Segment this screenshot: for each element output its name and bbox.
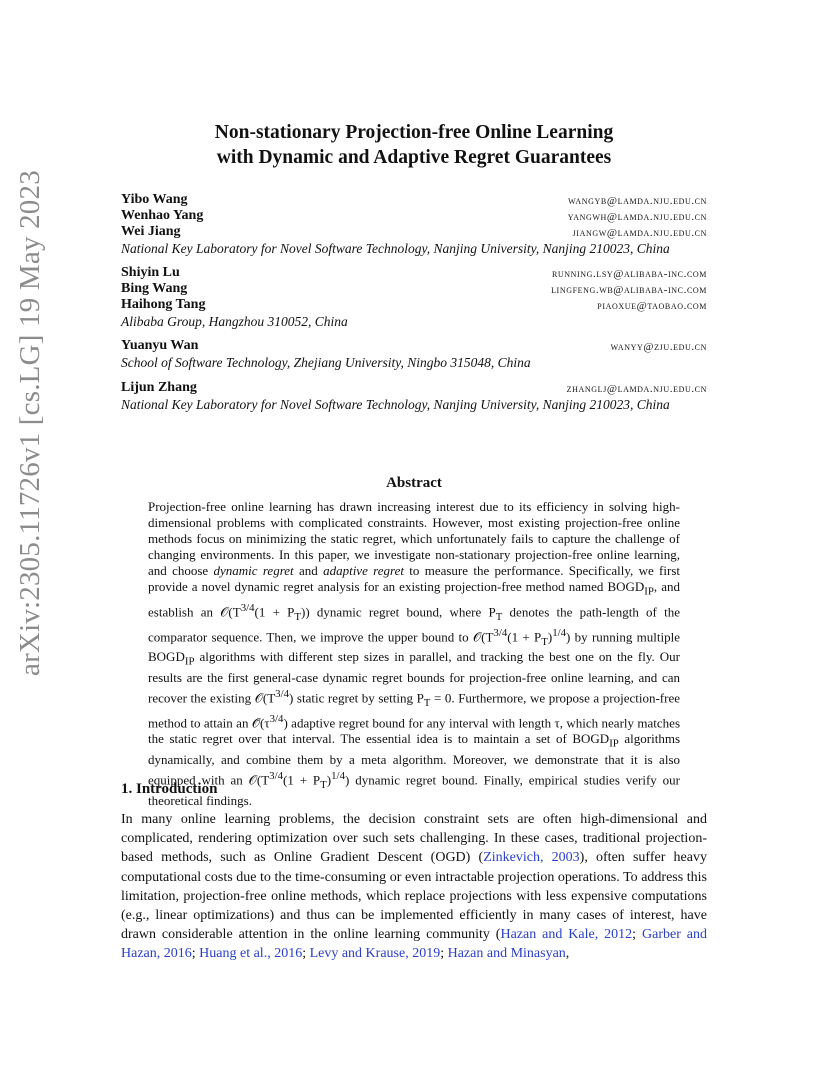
citation-link[interactable]: Levy and Krause, 2019 bbox=[309, 946, 441, 962]
author-name: Wei Jiang bbox=[121, 224, 181, 239]
abstract-body bbox=[148, 499, 680, 809]
author-name: Bing Wang bbox=[121, 281, 188, 296]
title-line-1: Non-stationary Projection-free Online Learning bbox=[214, 122, 614, 143]
author-email: lingfeng.wb@alibaba-inc.com bbox=[551, 284, 707, 296]
affiliation: School of Software Technology, Zhejiang University, Ningbo 315048, China bbox=[121, 355, 531, 370]
author-row bbox=[121, 208, 707, 224]
arxiv-stamp: arXiv:2305.11726v1 [cs.LG] 19 May 2023 bbox=[14, 170, 46, 676]
author-name: Haihong Tang bbox=[121, 297, 206, 312]
citation-link[interactable]: Zinkevich, 2003 bbox=[483, 850, 580, 866]
author-row bbox=[121, 265, 707, 281]
citation-link[interactable]: Huang et al., 2016 bbox=[199, 946, 303, 962]
title-line-2: with Dynamic and Adaptive Regret Guarantees bbox=[216, 147, 612, 168]
citation-link[interactable]: Garber and Hazan, 2016 bbox=[121, 927, 708, 962]
author-row bbox=[121, 224, 707, 240]
affiliation: Alibaba Group, Hangzhou 310052, China bbox=[121, 314, 348, 329]
author-email: zhanglj@lamda.nju.edu.cn bbox=[566, 383, 707, 395]
section-heading: 1. Introduction bbox=[121, 781, 218, 797]
author-name: Yibo Wang bbox=[121, 192, 188, 207]
author-email: yangwh@lamda.nju.edu.cn bbox=[567, 211, 707, 223]
affiliation: National Key Laboratory for Novel Software Technology, Nanjing University, Nanjing 210023, China bbox=[121, 397, 670, 412]
author-name: Yuanyu Wan bbox=[121, 338, 199, 353]
intro-body bbox=[121, 810, 707, 964]
author-email: jiangw@lamda.nju.edu.cn bbox=[572, 227, 707, 239]
citation-link[interactable]: Hazan and Minasyan bbox=[447, 946, 566, 962]
abstract-heading: Abstract bbox=[386, 475, 442, 491]
author-email: running.lsy@alibaba-inc.com bbox=[551, 268, 707, 280]
paper-title bbox=[0, 120, 828, 170]
author-name: Lijun Zhang bbox=[121, 380, 197, 395]
author-row bbox=[121, 297, 707, 313]
author-email: wangyb@lamda.nju.edu.cn bbox=[568, 195, 707, 207]
author-name: Wenhao Yang bbox=[121, 208, 204, 223]
author-email: wanyy@zju.edu.cn bbox=[610, 341, 707, 353]
abstract-paragraph: Projection-free online learning has drawn increasing interest due to its efficiency in solving high-dimensional problems with complicated constraints. However, most existing projection-free online methods focus on minimizing the static regret, which unfortunately fails to capture the challenge of changing environments. In this paper, we investigate non-stationary projection-free online learning, and choose dynamic regret and adaptive regret to measure the performance. Specifically, we first provide a novel dynamic regret analysis for an existing projection-free method named $BOGD_{IP}$, and establish an $𝒪(T^{3/4}(1 + P_T))$ dynamic regret bound, where $P_T$ denotes the path-length of the comparator sequence. Then, we improve the upper bound to $𝒪(T^{3/4}(1 + P_T)^{1/4})$ by running multiple $BOGD_{IP}$ algorithms with different step sizes in parallel, and tracking the best one on the fly. Our results are the first general-case dynamic regret bounds for projection-free online learning, and can recover the existing $𝒪(T^{3/4})$ static regret by setting $P_T = 0$. Furthermore, we propose a projection-free method to attain an $𝒪̃(\tau^{3/4})$ adaptive regret bound for any interval with length τ, which nearly matches the static regret over that interval. The essential idea is to maintain a set of $BOGD_{IP}$ algorithms dynamically, and combine them by a meta algorithm. Moreover, we demonstrate that it is also equipped with an $𝒪(T^{3/4}(1 + P_T)^{1/4})$ dynamic regret bound. Finally, empirical studies verify our theoretical findings. bbox=[148, 499, 681, 808]
author-email: piaoxue@taobao.com bbox=[597, 300, 707, 312]
author-name: Shiyin Lu bbox=[121, 265, 180, 280]
affiliation: National Key Laboratory for Novel Software Technology, Nanjing University, Nanjing 210023, China bbox=[121, 241, 670, 256]
intro-paragraph: In many online learning problems, the decision constraint sets are often high-dimensional and complicated, rendering optimization over such sets challenging. In these cases, traditional projection-based methods, such as Online Gradient Descent (OGD) (Zinkevich, 2003), often suffer heavy computational costs due to the time-consuming or even intractable projection operations. To address this limitation, projection-free online methods, which replace projections with less expensive computations (e.g., linear optimizations) and thus can be implemented efficiently in many cases of interest, have drawn considerable attention in the online learning community (Hazan and Kale, 2012; Garber and Hazan, 2016; Huang et al., 2016; Levy and Krause, 2019; Hazan and Minasyan, bbox=[121, 812, 708, 962]
author-row bbox=[121, 192, 707, 208]
author-row bbox=[121, 338, 707, 354]
citation-link[interactable]: Hazan and Kale, 2012 bbox=[500, 927, 633, 943]
author-row bbox=[121, 281, 707, 297]
author-row bbox=[121, 380, 707, 396]
